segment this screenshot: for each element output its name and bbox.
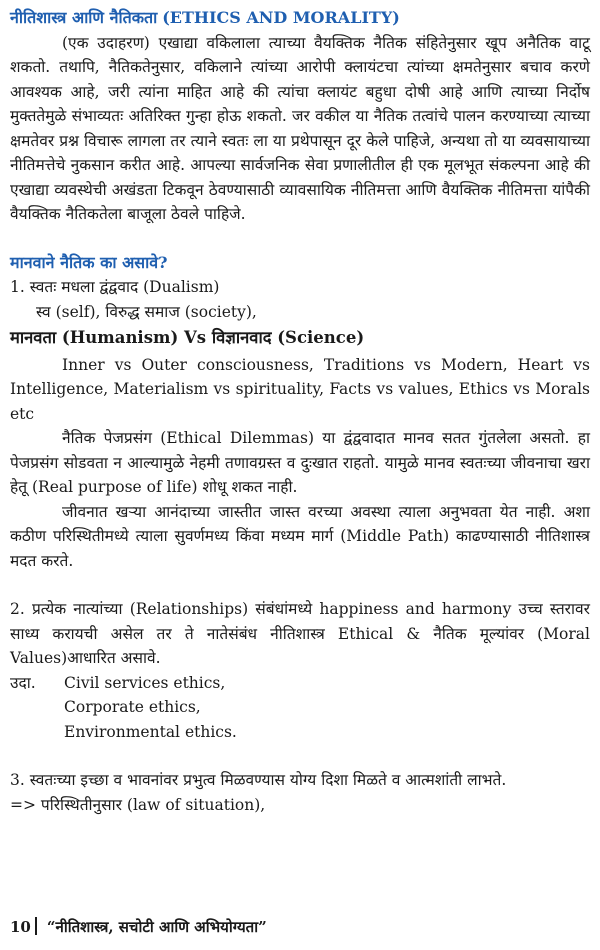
running-book-title: “नीतिशास्त्र, सचोटी आणि अभियोग्यता” bbox=[46, 918, 267, 936]
example-item: Corporate ethics, bbox=[64, 698, 201, 716]
spacer bbox=[10, 744, 590, 768]
page-footer bbox=[10, 916, 590, 938]
middle-path-paragraph: जीवनात खऱ्या आनंदाच्या जास्तीत जास्त वरच्या अवस्था त्याला अनुभवता येत नाही. अशा कठीण परिस्थितीमध्ये त्याला सुवर्णमध्य किंवा मध्यम मार्ग (Middle Path) काढण्यासाठी नीतिशास्त्र मदत करते. bbox=[10, 502, 590, 570]
humanism-vs-science-heading: मानवता (Humanism) Vs विज्ञानवाद (Science) bbox=[10, 328, 365, 347]
heading-marathi: नीतिशास्त्र आणि नैतिकता bbox=[10, 8, 158, 27]
example-item: Civil services ethics, bbox=[64, 673, 226, 692]
ethical-dilemmas-paragraph: नैतिक पेजप्रसंग (Ethical Dilemmas) या द्वंद्ववादात मानव सतत गुंतलेला असतो. हा पेजप्रसंग सोडवता न आल्यामुळे नेहमी तणावग्रस्त व दुःखात राहतो. यामुळे मानव स्वतःच्या जीवनाचा खरा हेतू (Real purpose of life) शोधू शकत नाही. bbox=[10, 429, 590, 496]
footer-divider bbox=[35, 917, 37, 935]
section-heading-why-ethical: मानवाने नैतिक का असावे? bbox=[10, 252, 168, 272]
spacer bbox=[10, 227, 590, 251]
lawyer-example-paragraph: (एक उदाहरण) एखाद्या वकिलाला त्याच्या वैयक्तिक नैतिक संहितेनुसार खूप अनैतिक वाटू शकतो. तथापि, नैतिकतेनुसार, वकिलाने त्यांच्या आरोपी क्लायंटचा त्यांच्या क्षमतेनुसार बचाव करणे आवश्यक आहे, जरी त्यांना माहित आहे की त्यांचा क्लायंट बहुधा दोषी आहे आणि त्याच्या निर्दोष मुक्ततेमुळे संभाव्यतः अतिरिक्त गुन्हा होऊ शकतो. जर वकील या नैतिक तत्वांचे पालन करण्याच्या त्याच्या क्षमतेवर प्रश्न विचारू लागला तर त्याने स्वतः ला या प्रथेपासून दूर केले पाहिजे, अन्यथा तो या व्यवसायाच्या नीतिमत्तेचे नुकसान करीत आहे. आपल्या सार्वजनिक सेवा प्रणालीतील ही एक मूलभूत संकल्पना आहे की एखाद्या व्यवस्थेची अखंडता टिकवून ठेवण्यासाठी व्यावसायिक नीतिमत्ता आणि वैयक्तिक नीतिमत्ता यांपैकी वैयक्तिक नैतिकतेला बाजूला ठेवले पाहिजे. bbox=[10, 33, 590, 223]
example-item: Environmental ethics. bbox=[64, 722, 237, 741]
heading-english: (ETHICS AND MORALITY) bbox=[162, 8, 400, 27]
point-1-self-vs-society: स्व (self), विरुद्ध समाज (society), bbox=[36, 302, 257, 321]
examples-block bbox=[10, 671, 590, 745]
example-label: उदा. bbox=[10, 673, 36, 692]
page-number: 10 bbox=[10, 918, 31, 936]
examples-list bbox=[64, 671, 237, 745]
section-heading-ethics bbox=[10, 6, 590, 31]
point-1-dualism: 1. स्वतः मधला द्वंद्ववाद (Dualism) bbox=[10, 278, 220, 296]
spacer bbox=[10, 573, 590, 597]
point-3-self-mastery: 3. स्वतःच्या इच्छा व भावनांवर प्रभुत्व मिळवण्यास योग्य दिशा मिळते व आत्मशांती लाभते. bbox=[10, 771, 507, 789]
contrasts-paragraph: Inner vs Outer consciousness, Traditions vs Modern, Heart vs Intelligence, Materialism vs spirituality, Facts vs values, Ethics vs Morals etc bbox=[10, 355, 590, 423]
point-2-relationships: 2. प्रत्येक नात्यांच्या (Relationships) संबंधांमध्ये happiness and harmony उच्च स्तरावर साध्य करायची असेल तर ते नातेसंबंध नीतिशास्त्र Ethical & नैतिक मूल्यांवर (Moral Values)आधारित असावे. bbox=[10, 600, 590, 667]
point-3-law-of-situation: => परिस्थितीनुसार (law of situation), bbox=[10, 795, 266, 814]
